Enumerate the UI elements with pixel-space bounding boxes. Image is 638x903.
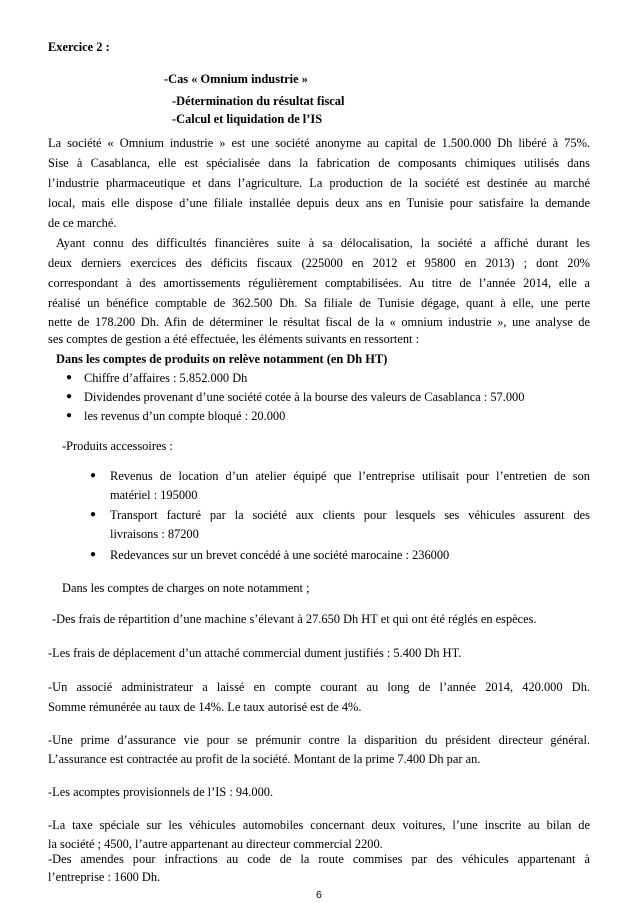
charge-vehicle-tax-line-2: la société ; 4500, l’autre appartenant au directeur commercial 2200. [48,837,383,851]
para1-line-3: l’industrie pharmaceutique et dans l’agriculture. La production de la société est destinée au marché [48,176,590,190]
accessoire-patent: Redevances sur un brevet concédé à une société marocaine : 236000 [110,548,450,562]
charge-vehicle-tax-line-1: -La taxe spéciale sur les véhicules automobiles concernant deux voitures, l’une inscrite au bilan de [48,818,590,832]
bullet-icon: ● [90,549,97,560]
charge-associate-line-1: -Un associé administrateur a laissé en compte courant au long de l’année 2014, 420.000 Dh. [48,680,590,694]
bullet-icon: ● [90,470,97,481]
bullet-icon: ● [66,391,73,402]
accessoire-rental-line-2: matériel : 195000 [110,488,198,502]
para2-line-2: deux derniers exercices des déficits fiscaux (225000 en 2012 et 95800 en 2013) ; dont 20% [48,256,590,270]
produit-item-dividends: Dividendes provenant d’une société cotée à la bourse des valeurs de Casablanca : 57.000 [84,390,525,404]
para2-line-6: ses comptes de gestion a été effectuée, les éléments suivants en ressortent : [48,332,420,346]
charge-insurance-line-1: -Une prime d’assurance vie pour se prémunir contre la disparition du président directeur général. [48,733,590,747]
para2-line-4: réalisé un bénéfice comptable de 362.500 Dh. Sa filiale de Tunisie dégage, quant à elle, une perte [48,296,590,310]
charge-fines-line-2: l’entreprise : 1600 Dh. [48,870,161,884]
subtitle-is-calculation: -Calcul et liquidation de l’IS [172,112,323,126]
accessoire-transport-line-2: livraisons : 87200 [110,527,199,541]
charge-is-instalments: -Les acomptes provisionnels de l’IS : 94.000. [48,785,274,799]
exercise-heading: Exercice 2 : [48,40,110,54]
subtitle-case: -Cas « Omnium industrie » [164,72,308,86]
charge-machine: -Des frais de répartition d’une machine s’élevant à 27.650 Dh HT et qui ont été réglés en espèces. [52,612,537,626]
para1-line-1: La société « Omnium industrie » est une société anonyme au capital de 1.500.000 Dh libéré à 75%. [48,136,590,150]
subtitle-fiscal-result: -Détermination du résultat fiscal [172,94,345,108]
para2-line-1: Ayant connu des difficultés financières suite à sa délocalisation, la société a affiché durant les [56,236,590,250]
bullet-icon: ● [90,509,97,520]
accessoires-title: -Produits accessoires : [62,439,173,453]
produits-title: Dans les comptes de produits on relève notamment (en Dh HT) [56,352,388,366]
bullet-icon: ● [66,372,73,383]
produit-item-blocked-account: les revenus d’un compte bloqué : 20.000 [84,409,286,423]
para1-line-2: Sise à Casablanca, elle est spécialisée dans la fabrication de composants chimiques utilisés dans [48,156,590,170]
para1-line-4: local, mais elle dispose d’une filiale installée depuis deux ans en Tunisie pour satisfaire la demande [48,196,590,210]
para1-line-5: de ce marché. [48,216,117,230]
charges-title: Dans les comptes de charges on note notamment ; [62,581,310,595]
charge-travel: -Les frais de déplacement d’un attaché commercial dument justifiés : 5.400 Dh HT. [48,646,462,660]
charge-insurance-line-2: L’assurance est contractée au profit de la société. Montant de la prime 7.400 Dh par an. [48,752,481,766]
para2-line-5: nette de 178.200 Dh. Afin de déterminer le résultat fiscal de la « omnium industrie », une analyse de [48,315,590,329]
bullet-icon: ● [66,410,73,421]
para2-line-3: correspondant à des amortissements régulièrement comptabilisées. Au titre de l’année 2014, elle a [48,276,590,290]
page-number: 6 [316,889,322,901]
produit-item-turnover: Chiffre d’affaires : 5.852.000 Dh [84,371,248,385]
accessoire-transport-line-1: Transport facturé par la société aux clients pour lesquels ses véhicules assurent des [110,508,590,522]
accessoire-rental-line-1: Revenus de location d’un atelier équipé que l’entreprise utilisait pour l’entretien de son [110,469,590,483]
charge-associate-line-2: Somme rémunérée au taux de 14%. Le taux autorisé est de 4%. [48,700,362,714]
charge-fines-line-1: -Des amendes pour infractions au code de la route commises par des véhicules appartenant à [48,852,590,866]
